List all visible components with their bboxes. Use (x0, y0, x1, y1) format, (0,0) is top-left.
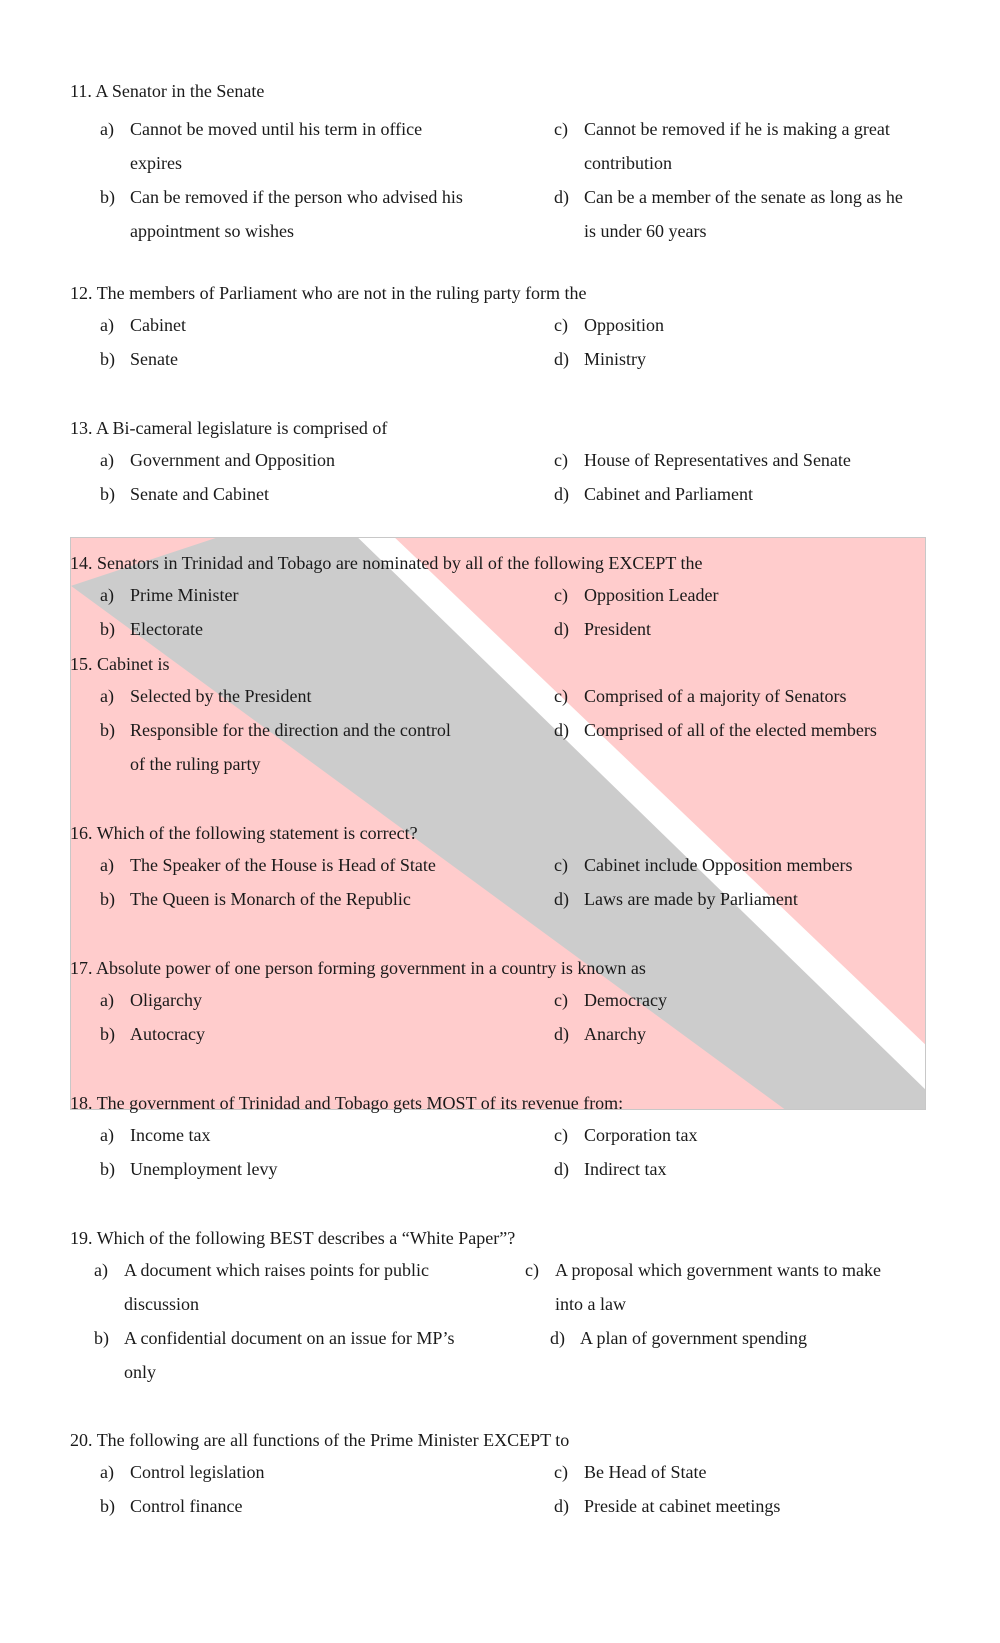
option-c[interactable]: c) Opposition (554, 315, 665, 335)
option-b[interactable]: b) Responsible for the direction and the control of the ruling party (100, 720, 451, 774)
question-stem: 19. Which of the following BEST describes a “White Paper”? (70, 1228, 516, 1248)
option-a[interactable]: a) Oligarchy (100, 990, 202, 1010)
option-c[interactable]: c) Comprised of a majority of Senators (554, 686, 847, 706)
option-b[interactable]: b) Senate and Cabinet (100, 484, 269, 504)
option-d[interactable]: d) Comprised of all of the elected members (554, 720, 877, 740)
question-stem: 13. A Bi-cameral legislature is comprised of (70, 418, 388, 438)
question-stem: 17. Absolute power of one person forming government in a country is known as (70, 958, 646, 978)
option-b[interactable]: b) Can be removed if the person who advised his appointment so wishes (100, 187, 463, 241)
option-c[interactable]: c) Opposition Leader (554, 585, 719, 605)
question-stem: 14. Senators in Trinidad and Tobago are nominated by all of the following EXCEPT the (70, 553, 703, 573)
option-c[interactable]: c) Be Head of State (554, 1462, 707, 1482)
option-d[interactable]: d) A plan of government spending (550, 1328, 807, 1348)
option-a[interactable]: a) The Speaker of the House is Head of State (100, 855, 436, 875)
option-a[interactable]: a) Government and Opposition (100, 450, 335, 470)
question-stem: 11. A Senator in the Senate (70, 81, 265, 101)
option-b[interactable]: b) Electorate (100, 619, 203, 639)
option-d[interactable]: d) Preside at cabinet meetings (554, 1496, 781, 1516)
option-c[interactable]: c) House of Representatives and Senate (554, 450, 851, 470)
option-a[interactable]: a) A document which raises points for public discussion (94, 1260, 429, 1314)
option-c[interactable]: c) Democracy (554, 990, 667, 1010)
option-d[interactable]: d) Ministry (554, 349, 647, 369)
option-d[interactable]: d) Indirect tax (554, 1159, 667, 1179)
option-b[interactable]: b) A confidential document on an issue for MP’s only (94, 1328, 455, 1382)
option-a[interactable]: a) Selected by the President (100, 686, 312, 706)
option-d[interactable]: d) Can be a member of the senate as long as he is under 60 years (554, 187, 903, 241)
option-b[interactable]: b) Autocracy (100, 1024, 205, 1044)
option-b[interactable]: b) Control finance (100, 1496, 243, 1516)
question-stem: 18. The government of Trinidad and Tobago gets MOST of its revenue from: (70, 1093, 624, 1113)
option-c[interactable]: c) Corporation tax (554, 1125, 698, 1145)
option-b[interactable]: b) Unemployment levy (100, 1159, 278, 1179)
question-stem: 20. The following are all functions of the Prime Minister EXCEPT to (70, 1430, 570, 1450)
option-a[interactable]: a) Income tax (100, 1125, 211, 1145)
option-c[interactable]: c) Cannot be removed if he is making a great contribution (554, 119, 890, 173)
option-d[interactable]: d) Anarchy (554, 1024, 646, 1044)
question-stem: 15. Cabinet is (70, 654, 170, 674)
option-c[interactable]: c) Cabinet include Opposition members (554, 855, 853, 875)
option-d[interactable]: d) President (554, 619, 651, 639)
option-d[interactable]: d) Cabinet and Parliament (554, 484, 753, 504)
question-stem: 16. Which of the following statement is correct? (70, 823, 418, 843)
option-c[interactable]: c) A proposal which government wants to make into a law (525, 1260, 881, 1314)
option-b[interactable]: b) The Queen is Monarch of the Republic (100, 889, 411, 909)
option-a[interactable]: a) Cabinet (100, 315, 186, 335)
option-a[interactable]: a) Cannot be moved until his term in office expires (100, 119, 423, 173)
option-d[interactable]: d) Laws are made by Parliament (554, 889, 798, 909)
option-a[interactable]: a) Prime Minister (100, 585, 239, 605)
option-a[interactable]: a) Control legislation (100, 1462, 265, 1482)
option-b[interactable]: b) Senate (100, 349, 178, 369)
question-stem: 12. The members of Parliament who are not in the ruling party form the (70, 283, 587, 303)
